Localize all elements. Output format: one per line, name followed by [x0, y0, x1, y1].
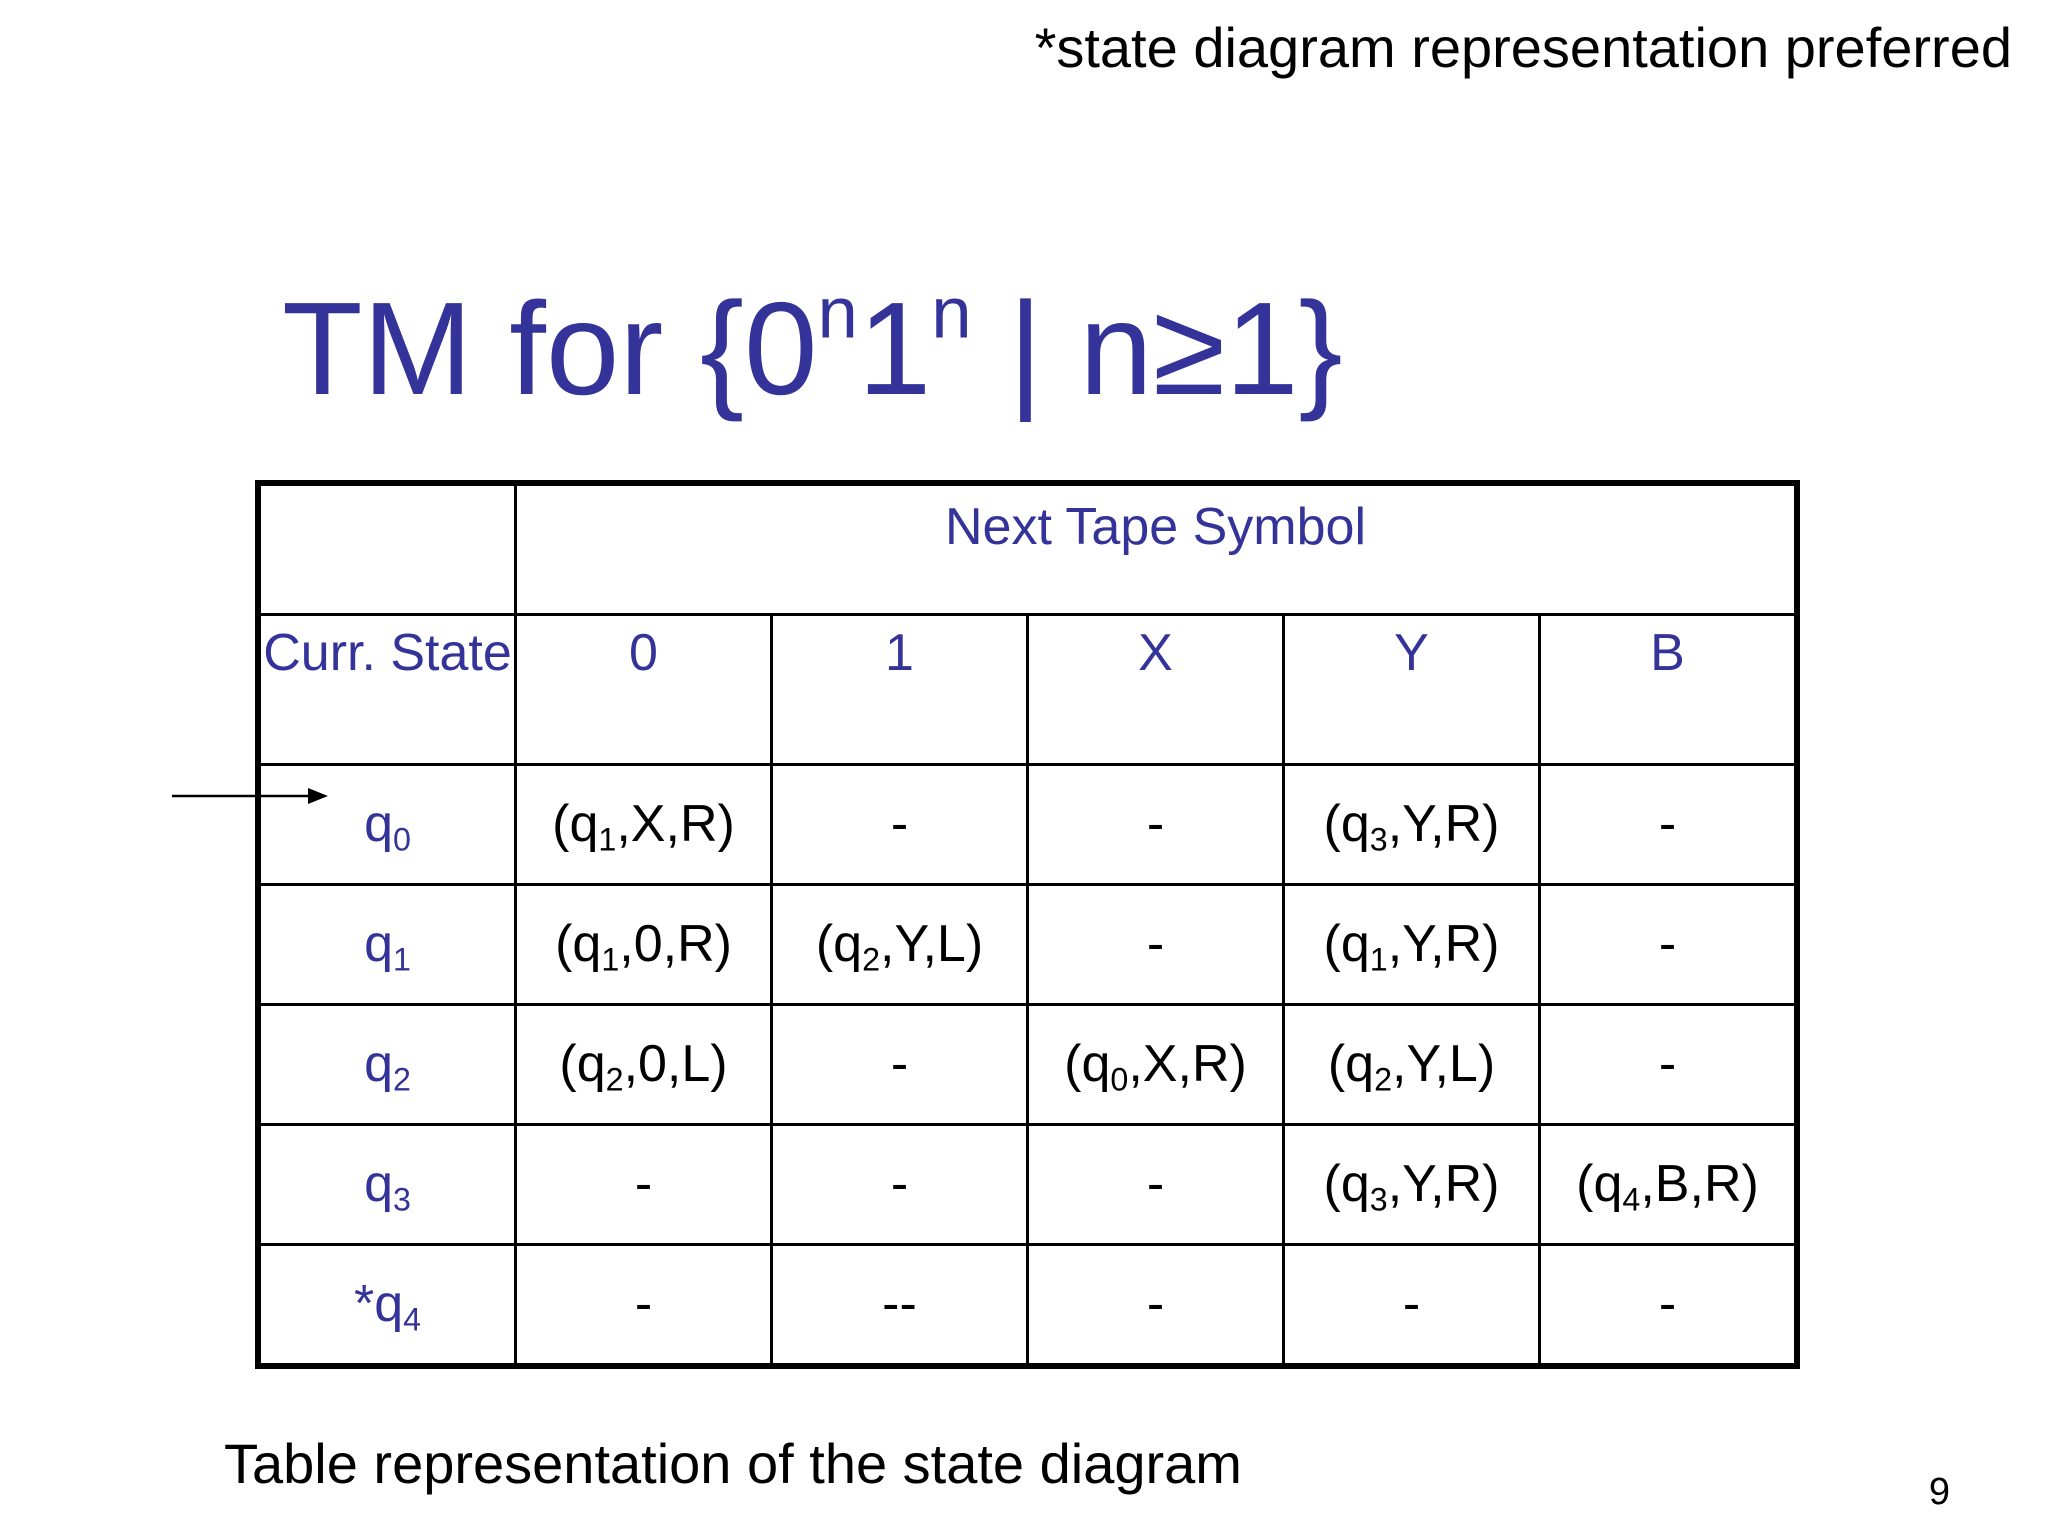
transition-cell: $(q_4,B,R)$ — [1540, 1125, 1798, 1245]
transition-cell: $(q_2,Y,L)$ — [1284, 1005, 1540, 1125]
symbol-header-row — [258, 615, 1797, 765]
transition-table — [255, 480, 1800, 1369]
transition-cell: - — [1028, 885, 1284, 1005]
transition-cell: $(q_3,Y,R)$ — [1284, 1125, 1540, 1245]
transition-cell: - — [516, 1125, 772, 1245]
transition-cell: $(q_2,0,L)$ — [516, 1005, 772, 1125]
transition-cell: - — [1028, 765, 1284, 885]
transition-cell: $(q_0,X,R)$ — [1028, 1005, 1284, 1125]
next-tape-symbol-header: Next Tape Symbol — [516, 483, 1798, 615]
state-cell: $q_0$ — [258, 765, 516, 885]
state-cell: $*q_4$ — [258, 1245, 516, 1367]
table-row — [258, 765, 1797, 885]
transition-cell: $(q_1,X,R)$ — [516, 765, 772, 885]
transition-cell: - — [1540, 1005, 1798, 1125]
transition-cell: - — [1540, 885, 1798, 1005]
symbol-header: X — [1028, 615, 1284, 765]
state-cell: $q_3$ — [258, 1125, 516, 1245]
corner-cell — [258, 483, 516, 615]
transition-cell: -- — [772, 1245, 1028, 1367]
symbol-header: Y — [1284, 615, 1540, 765]
transition-cell: $(q_1,0,R)$ — [516, 885, 772, 1005]
state-cell: $q_2$ — [258, 1005, 516, 1125]
table-header-row — [258, 483, 1797, 615]
transition-cell: - — [1028, 1125, 1284, 1245]
transition-cell: - — [1540, 1245, 1798, 1367]
slide-title: TM for {0$^n$1$^n$ | n≥1} — [282, 272, 1343, 422]
symbol-header: 1 — [772, 615, 1028, 765]
transition-cell: $(q_1,Y,R)$ — [1284, 885, 1540, 1005]
transition-cell: - — [1284, 1245, 1540, 1367]
table-row — [258, 1125, 1797, 1245]
transition-cell: - — [516, 1245, 772, 1367]
transition-cell: - — [772, 1005, 1028, 1125]
page-number: 9 — [1928, 1471, 1950, 1513]
table-row — [258, 885, 1797, 1005]
table-row — [258, 1245, 1797, 1367]
slide-note: *state diagram representation preferred — [1034, 16, 2012, 79]
curr-state-header: Curr. State — [258, 615, 516, 765]
transition-cell: - — [772, 1125, 1028, 1245]
table-row — [258, 1005, 1797, 1125]
symbol-header: 0 — [516, 615, 772, 765]
slide-caption: Table representation of the state diagram — [224, 1432, 1242, 1495]
state-cell: $q_1$ — [258, 885, 516, 1005]
transition-cell: - — [1540, 765, 1798, 885]
transition-cell: - — [772, 765, 1028, 885]
symbol-header: B — [1540, 615, 1798, 765]
transition-cell: $(q_2,Y,L)$ — [772, 885, 1028, 1005]
transition-cell: $(q_3,Y,R)$ — [1284, 765, 1540, 885]
transition-cell: - — [1028, 1245, 1284, 1367]
